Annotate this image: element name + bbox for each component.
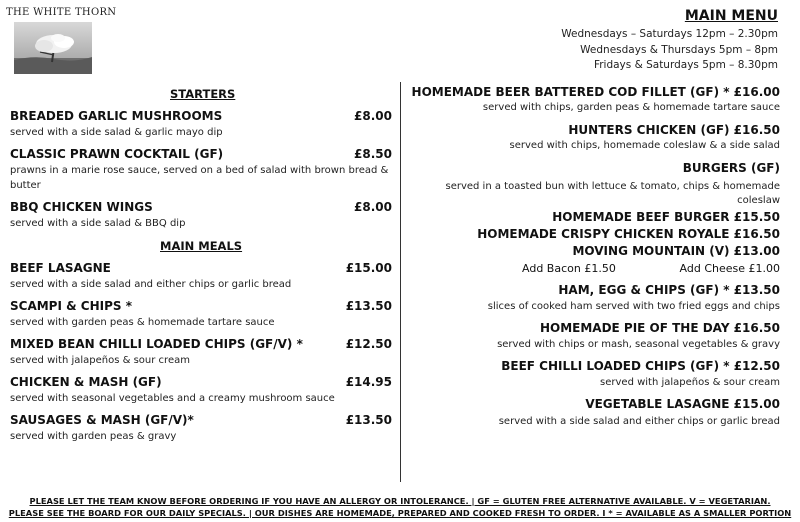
hours-line-3: Fridays & Saturdays 5pm – 8.30pm: [593, 59, 778, 71]
menu-item-garlic-mushrooms: [10, 109, 392, 123]
item-name: SAUSAGES & MASH (GF/V)*: [10, 413, 194, 427]
menu-item-beef-lasagne: [10, 261, 392, 275]
item-name: CHICKEN & MASH (GF): [10, 375, 162, 389]
starters-heading: STARTERS: [170, 87, 236, 101]
menu-item-prawn-cocktail: [10, 147, 392, 161]
item-description: served with chips, garden peas & homemade tartare sauce: [482, 102, 780, 113]
burger-addons: [522, 262, 780, 275]
item-description: served with chips, homemade coleslaw & a side salad: [509, 140, 780, 151]
hours-line-1: Wednesdays – Saturdays 12pm – 2.30pm: [561, 28, 778, 40]
menu-item-burgers: BURGERS (GF): [682, 161, 780, 175]
item-name: CLASSIC PRAWN COCKTAIL (GF): [10, 147, 224, 161]
menu-item-bbq-wings: [10, 200, 392, 214]
item-description: served with a side salad & BBQ dip: [10, 218, 186, 229]
menu-item-scampi: [10, 299, 392, 313]
main-meals-heading: MAIN MEALS: [160, 239, 243, 253]
hawthorn-tree-logo: [14, 22, 92, 74]
burger-option-beef: HOMEMADE BEEF BURGER £15.50: [552, 210, 780, 224]
item-price: £8.00: [354, 109, 392, 123]
logo-text: THE WHITE THORN: [6, 7, 117, 18]
burger-option-moving-mountain: MOVING MOUNTAIN (V) £13.00: [572, 244, 780, 258]
menu-item-hunters-chicken: HUNTERS CHICKEN (GF) £16.50: [568, 123, 780, 137]
menu-item-cod-fillet: HOMEMADE BEER BATTERED COD FILLET (GF) * £16.00: [411, 85, 780, 99]
item-price: £13.50: [345, 299, 392, 313]
item-description: served with a side salad and either chips or garlic bread: [10, 279, 292, 290]
item-description: served with jalapeños & sour cream: [10, 355, 190, 366]
menu-item-ham-egg-chips: HAM, EGG & CHIPS (GF) * £13.50: [558, 283, 780, 297]
addon-cheese: Add Cheese £1.00: [679, 262, 780, 275]
menu-item-sausages-mash: [10, 413, 392, 427]
menu-item-beef-chilli: BEEF CHILLI LOADED CHIPS (GF) * £12.50: [501, 359, 780, 373]
item-description: served in a toasted bun with lettuce & tomato, chips & homemade coleslaw: [445, 181, 780, 206]
burger-option-chicken-royale: HOMEMADE CRISPY CHICKEN ROYALE £16.50: [477, 227, 780, 241]
item-name: BREADED GARLIC MUSHROOMS: [10, 109, 223, 123]
item-name: MIXED BEAN CHILLI LOADED CHIPS (GF/V) *: [10, 337, 303, 351]
menu-title: MAIN MENU: [684, 8, 778, 24]
item-description: slices of cooked ham served with two fried eggs and chips: [487, 301, 780, 312]
item-price: £13.50: [345, 413, 392, 427]
item-description: served with a side salad & garlic mayo dip: [10, 127, 223, 138]
footer-allergy-note: PLEASE LET THE TEAM KNOW BEFORE ORDERING IF YOU HAVE AN ALLERGY OR INTOLERANCE. | GF = GLUTEN FREE ALTERNATIVE AVAILABLE. V = VEGETARIAN.: [29, 496, 771, 506]
item-description: served with jalapeños & sour cream: [600, 377, 780, 388]
column-divider: [400, 82, 401, 482]
item-description: served with garden peas & homemade tartare sauce: [10, 317, 275, 328]
menu-item-pie-of-the-day: HOMEMADE PIE OF THE DAY £16.50: [539, 321, 780, 335]
menu-item-bean-chilli: [10, 337, 392, 351]
item-description: served with seasonal vegetables and a creamy mushroom sauce: [10, 393, 335, 404]
hours-line-2: Wednesdays & Thursdays 5pm – 8pm: [580, 44, 778, 56]
item-price: £15.00: [345, 261, 392, 275]
menu-item-vegetable-lasagne: VEGETABLE LASAGNE £15.00: [585, 397, 780, 411]
item-description: prawns in a marie rose sauce, served on a bed of salad with brown bread & butter: [10, 165, 389, 191]
item-description: served with garden peas & gravy: [10, 431, 177, 442]
item-name: BEEF LASAGNE: [10, 261, 111, 275]
item-price: £14.95: [345, 375, 392, 389]
item-description: served with chips or mash, seasonal vegetables & gravy: [497, 339, 780, 350]
footer-specials-note: PLEASE SEE THE BOARD FOR OUR DAILY SPECIALS. | OUR DISHES ARE HOMEMADE, PREPARED AND COOKED FRESH TO ORDER. I * = AVAILABLE AS A SMALLER PORTION: [8, 508, 792, 518]
item-price: £12.50: [345, 337, 392, 351]
item-name: SCAMPI & CHIPS *: [10, 299, 132, 313]
item-price: £8.00: [354, 200, 392, 214]
item-name: BBQ CHICKEN WINGS: [10, 200, 153, 214]
addon-bacon: Add Bacon £1.50: [522, 262, 616, 275]
item-price: £8.50: [354, 147, 392, 161]
item-description: served with a side salad and either chips or garlic bread: [498, 416, 780, 427]
menu-item-chicken-mash: [10, 375, 392, 389]
